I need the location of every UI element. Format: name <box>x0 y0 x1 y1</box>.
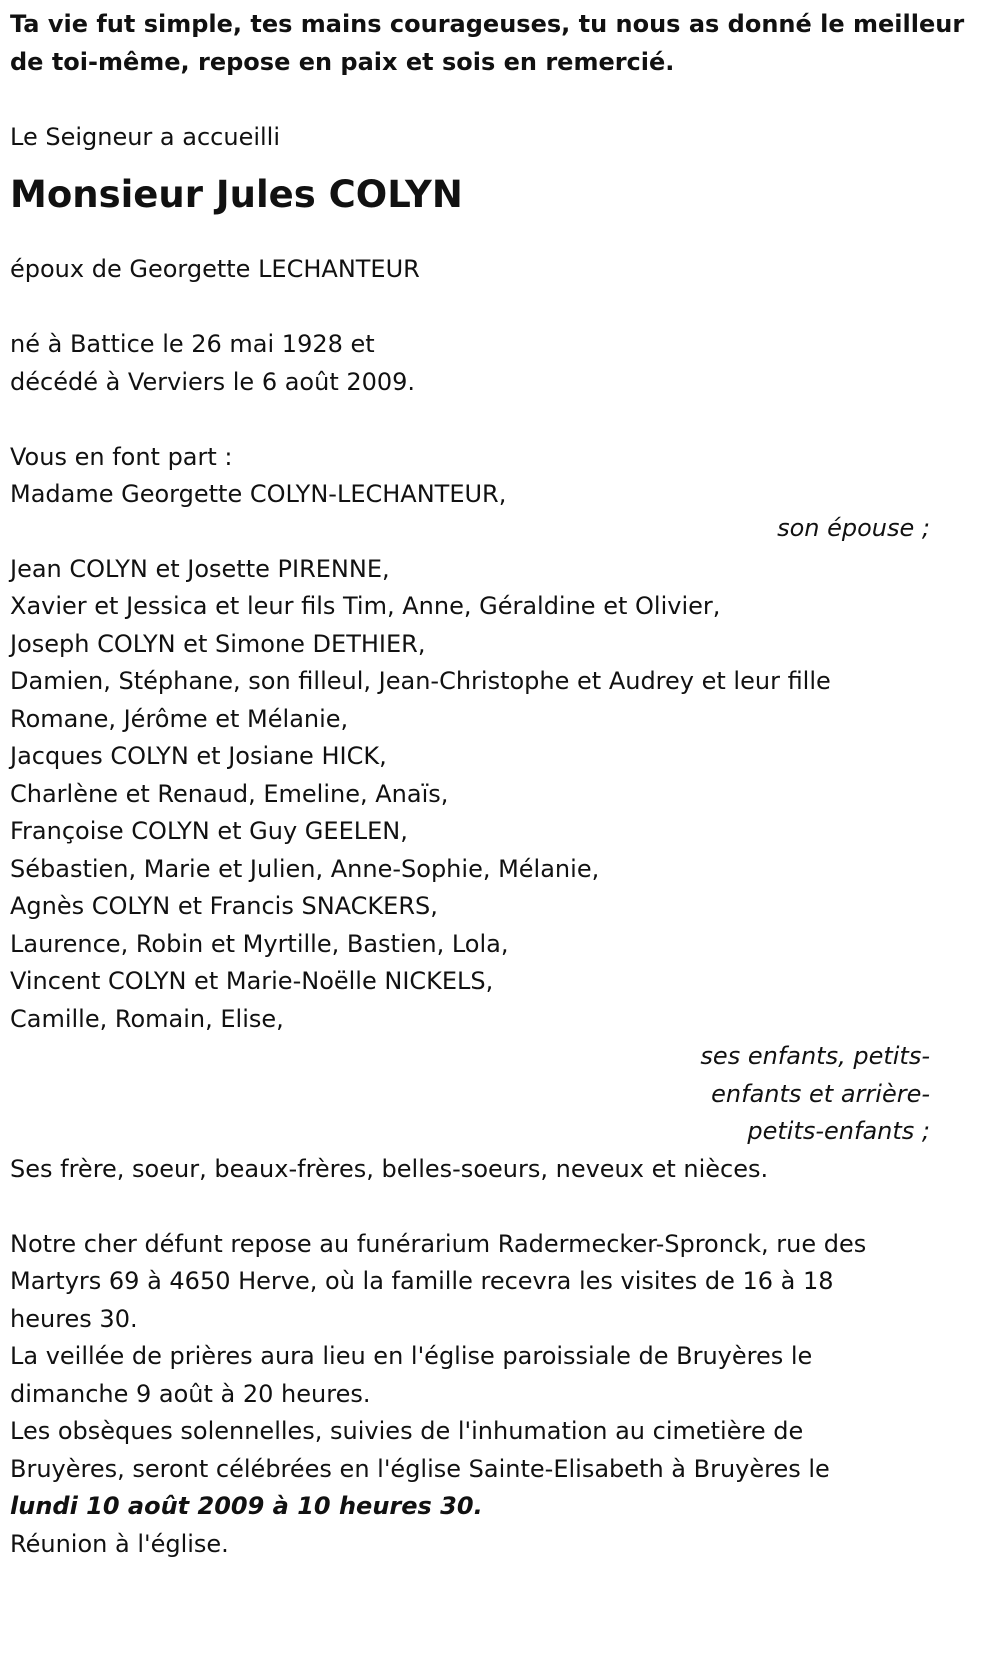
list-item: Vincent COLYN et Marie-Noëlle NICKELS, <box>10 967 494 995</box>
funeral-date: lundi 10 août 2009 à 10 heures 30. <box>10 1492 483 1520</box>
list-item: Damien, Stéphane, son filleul, Jean-Christophe et Audrey et leur fille <box>10 667 831 695</box>
paragraph-line: Bruyères, seront célébrées en l'église Sainte-Elisabeth à Bruyères le <box>10 1454 830 1483</box>
spouse-name: Madame Georgette COLYN-LECHANTEUR, <box>10 480 507 508</box>
epitaph-line-1: Ta vie fut simple, tes mains courageuses, tu nous as donné le meilleur <box>10 10 965 38</box>
deceased-name: Monsieur Jules COLYN <box>10 173 463 216</box>
birth-line: né à Battice le 26 mai 1928 et <box>10 330 375 358</box>
list-item: Sébastien, Marie et Julien, Anne-Sophie, Mélanie, <box>10 854 600 883</box>
list-item: Jacques COLYN et Josiane HICK, <box>10 742 387 770</box>
paragraph-line: Notre cher défunt repose au funérarium Radermecker-Spronck, rue des <box>10 1229 867 1258</box>
paragraph-line: Les obsèques solennelles, suivies de l'inhumation au cimetière de <box>10 1417 804 1445</box>
list-item: Camille, Romain, Elise, <box>10 1004 284 1033</box>
children-list <box>10 551 930 1039</box>
intro-text: Le Seigneur a accueilli <box>10 122 281 151</box>
vigil-paragraph <box>10 1338 930 1413</box>
list-item: Joseph COLYN et Simone DETHIER, <box>10 629 426 658</box>
children-role-line: ses enfants, petits- <box>700 1042 930 1070</box>
announce-heading: Vous en font part : <box>10 442 233 471</box>
list-item: Françoise COLYN et Guy GEELEN, <box>10 817 408 845</box>
list-item: Xavier et Jessica et leur fils Tim, Anne, Géraldine et Olivier, <box>10 592 721 620</box>
children-role-line: enfants et arrière- <box>711 1079 930 1108</box>
list-item: Jean COLYN et Josette PIRENNE, <box>10 554 390 583</box>
paragraph-line: dimanche 9 août à 20 heures. <box>10 1379 371 1408</box>
funeral-home-paragraph <box>10 1226 930 1339</box>
funeral-paragraph <box>10 1413 930 1526</box>
list-item: Laurence, Robin et Myrtille, Bastien, Lola, <box>10 929 509 958</box>
paragraph-line: La veillée de prières aura lieu en l'église paroissiale de Bruyères le <box>10 1342 813 1370</box>
spouse-of: époux de Georgette LECHANTEUR <box>10 255 420 283</box>
meeting-line: Réunion à l'église. <box>10 1529 229 1558</box>
list-item: Agnès COLYN et Francis SNACKERS, <box>10 892 438 920</box>
epitaph <box>10 6 965 81</box>
paragraph-line: heures 30. <box>10 1304 138 1333</box>
list-item: Charlène et Renaud, Emeline, Anaïs, <box>10 779 449 808</box>
list-item: Romane, Jérôme et Mélanie, <box>10 704 349 733</box>
children-role <box>10 1038 930 1151</box>
children-role-line: petits-enfants ; <box>747 1117 930 1145</box>
paragraph-line: Martyrs 69 à 4650 Herve, où la famille recevra les visites de 16 à 18 <box>10 1267 834 1295</box>
obituary-document <box>10 0 965 1563</box>
siblings-line: Ses frère, soeur, beaux-frères, belles-soeurs, neveux et nièces. <box>10 1154 769 1183</box>
epitaph-line-2: de toi-même, repose en paix et sois en remercié. <box>10 47 675 76</box>
death-line: décédé à Verviers le 6 août 2009. <box>10 367 416 396</box>
spouse-role: son épouse ; <box>777 513 930 542</box>
